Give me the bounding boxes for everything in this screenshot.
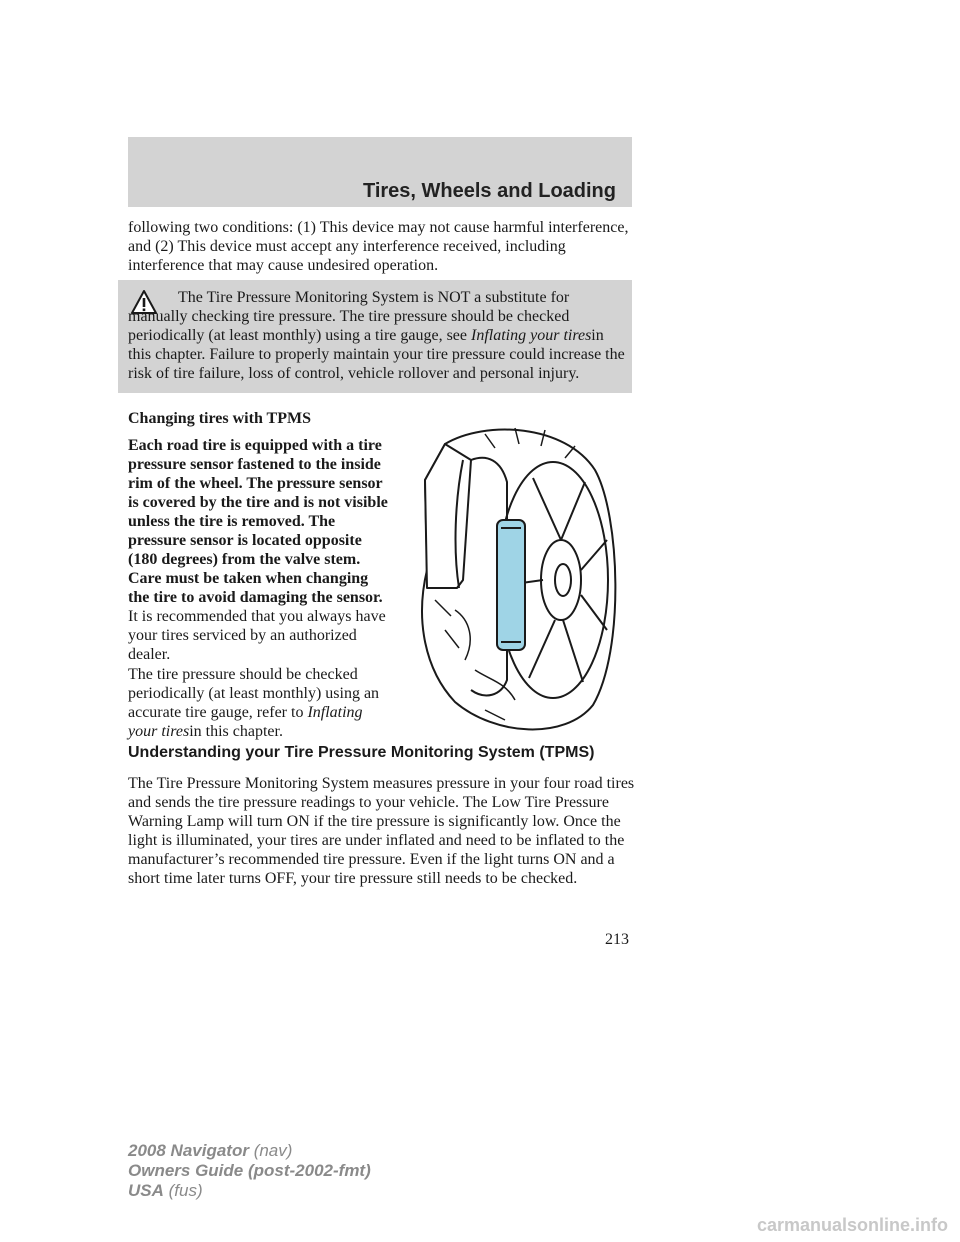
understanding-heading: Understanding your Tire Pressure Monitoring System (TPMS) (128, 744, 595, 761)
understanding-paragraph: The Tire Pressure Monitoring System measures pressure in your four road tires and sends the tire pressure readings to your vehicle. The Low Tire Pressure Warning Lamp will turn ON if the tire pressure is significantly low. Once the light is illuminated, your tires are under inflated and need to be inflated to the manufacturer’s recommended tire pressure. Even if the light turns ON and a short time later turns OFF, your tire pressure still needs to be checked. (128, 775, 635, 887)
warning-link: Inflating your tires (471, 327, 592, 344)
sensor-paragraph-rest: It is recommended that you always have your tires serviced by an authorized dealer. (128, 608, 386, 663)
check-paragraph (128, 665, 388, 741)
warning-box (118, 280, 632, 393)
footer-model-code: (nav) (253, 1141, 293, 1160)
warning-text-part2: in this chapter. Failure to properly maintain your tire pressure could increase the risk of tire failure, loss of control, vehicle rollover and personal injury. (128, 327, 625, 382)
check-paragraph-start: The tire pressure should be checked periodically (at least monthly) using an accurate tire gauge, refer to (128, 666, 380, 721)
footer-line-1 (128, 1141, 371, 1161)
footer-line-3 (128, 1181, 371, 1201)
section-title: Changing tires with TPMS (128, 410, 311, 427)
check-paragraph-link: Inflating your tires (128, 704, 363, 740)
sensor-paragraph-bold: Each road tire is equipped with a tire pressure sensor fastened to the inside rim of the wheel. The pressure sensor is covered by the tire and is not visible unless the tire is removed. The pressure sensor is located opposite (180 degrees) from the valve stem. Care must be taken when changing the tire to avoid damaging the sensor. (128, 437, 388, 606)
footer-market: USA (128, 1181, 164, 1200)
warning-text (128, 288, 628, 383)
warning-text-part1: The Tire Pressure Monitoring System is NOT a substitute for manually checking tire pressure. The tire pressure should be checked periodically (at least monthly) using a tire gauge, see (128, 289, 570, 344)
sensor-paragraph (128, 436, 388, 664)
footer-market-code: (fus) (168, 1181, 203, 1200)
chapter-title: Tires, Wheels and Loading (362, 180, 616, 202)
footer-line-2: Owners Guide (post-2002-fmt) (128, 1161, 371, 1180)
page-number: 213 (605, 931, 629, 948)
watermark: carmanualsonline.info (756, 1215, 948, 1235)
header-band (128, 137, 632, 207)
check-paragraph-end: in this chapter. (189, 723, 283, 740)
footer-model: 2008 Navigator (128, 1141, 249, 1160)
footer (128, 1141, 371, 1201)
tire-illustration (415, 420, 625, 732)
intro-paragraph: following two conditions: (1) This device may not cause harmful interference, and (2) This device must accept any interference received, including interference that may cause undesired operation. (128, 219, 629, 274)
